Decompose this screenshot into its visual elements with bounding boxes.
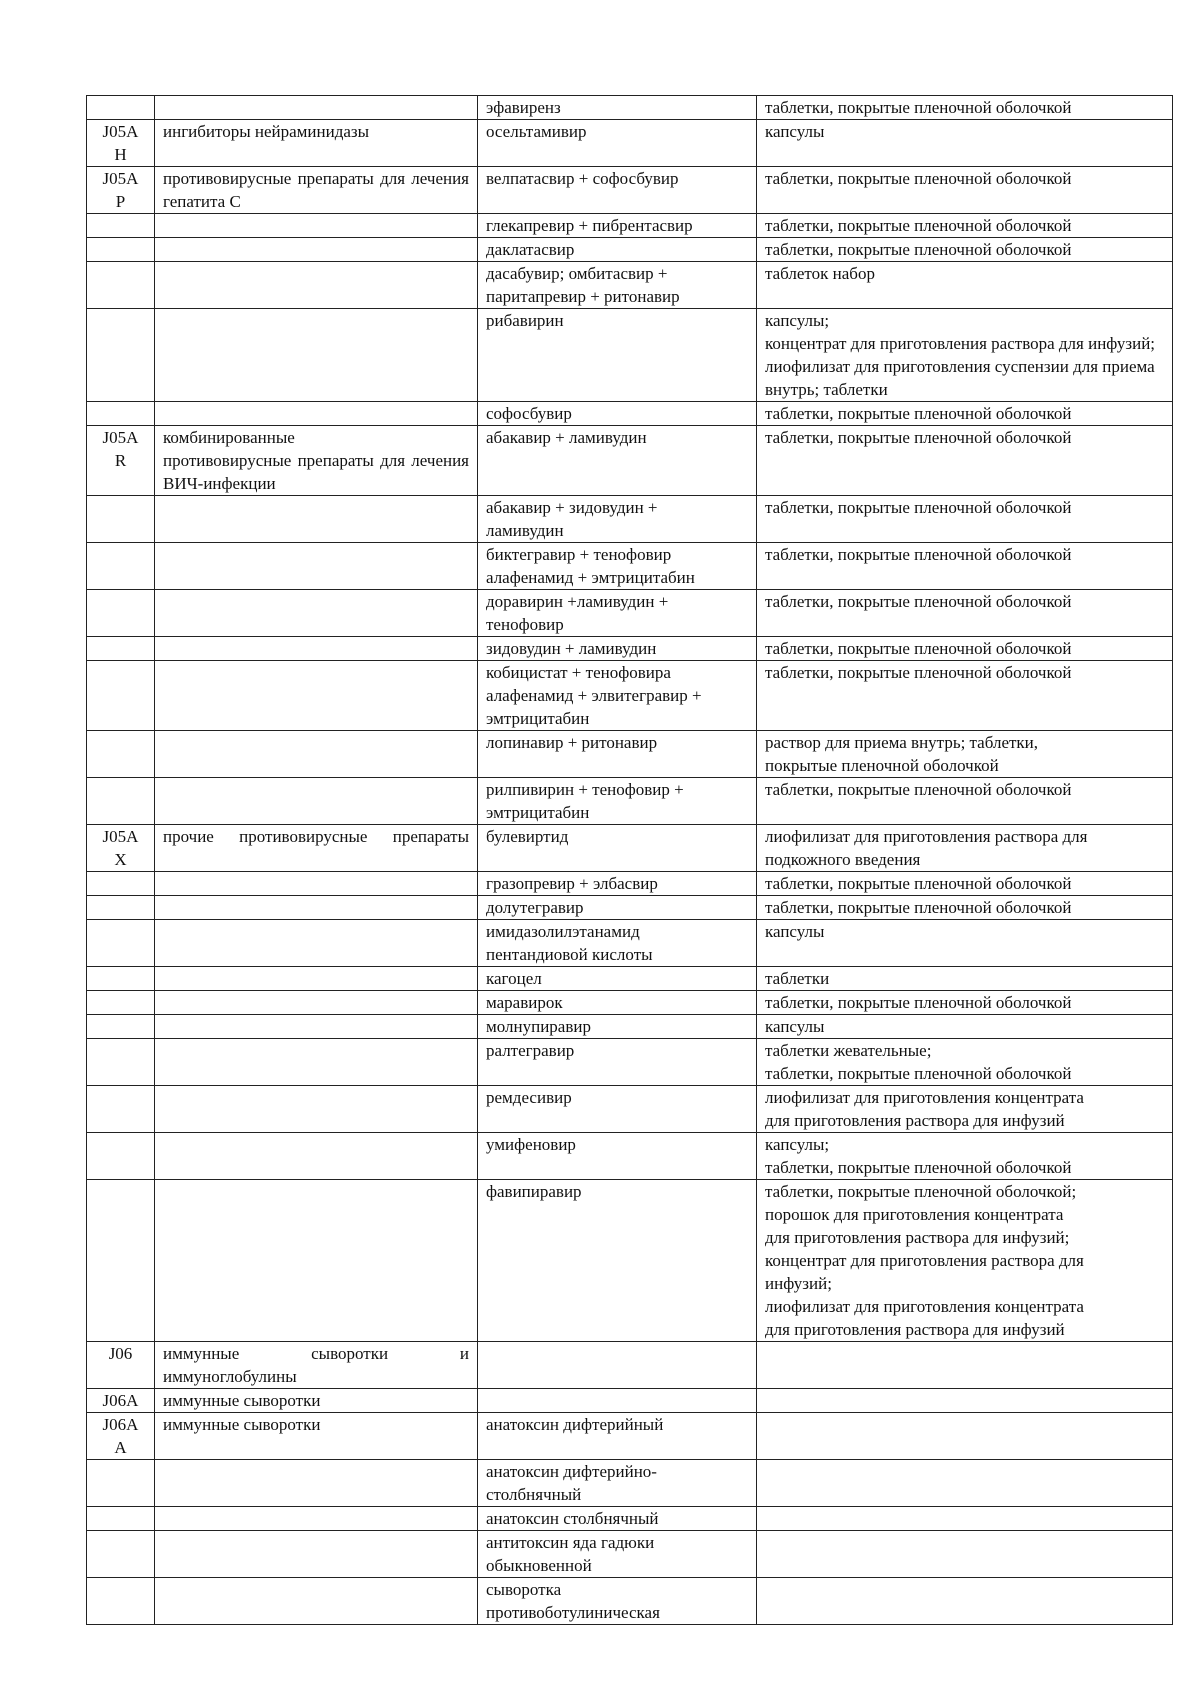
- drug-name-cell: умифеновир: [478, 1133, 757, 1180]
- drug-name-cell: [478, 1342, 757, 1389]
- dosage-form-cell: таблетки, покрытые пленочной оболочкой: [757, 872, 1173, 896]
- table-row: [87, 262, 1173, 309]
- group-name-cell: [155, 96, 478, 120]
- atc-code-cell: [87, 872, 155, 896]
- dosage-form-cell: лиофилизат для приготовления концентрата для приготовления раствора для инфузий: [757, 1086, 1173, 1133]
- atc-code-cell: [87, 238, 155, 262]
- group-name-cell: [155, 661, 478, 731]
- atc-code-cell: [87, 1039, 155, 1086]
- drug-name-cell: антитоксин яда гадюки обыкновенной: [478, 1531, 757, 1578]
- drug-name-cell: лопинавир + ритонавир: [478, 731, 757, 778]
- drug-name-cell: кагоцел: [478, 967, 757, 991]
- drug-name-cell: ремдесивир: [478, 1086, 757, 1133]
- dosage-form-cell: таблеток набор: [757, 262, 1173, 309]
- group-name-cell: иммунные сыворотки: [155, 1389, 478, 1413]
- dosage-form-cell: раствор для приема внутрь; таблетки, покрытые пленочной оболочкой: [757, 731, 1173, 778]
- group-name-cell: [155, 967, 478, 991]
- group-name-cell: прочие противовирусные препараты: [155, 825, 478, 872]
- group-name-cell: [155, 637, 478, 661]
- dosage-form-cell: таблетки, покрытые пленочной оболочкой: [757, 496, 1173, 543]
- atc-code-cell: [87, 1086, 155, 1133]
- atc-code-cell: [87, 1015, 155, 1039]
- drug-name-cell: рилпивирин + тенофовир + эмтрицитабин: [478, 778, 757, 825]
- drug-name-cell: глекапревир + пибрентасвир: [478, 214, 757, 238]
- group-name-cell: [155, 1460, 478, 1507]
- atc-code-cell: J05A R: [87, 426, 155, 496]
- atc-code-cell: J06A A: [87, 1413, 155, 1460]
- dosage-form-cell: [757, 1413, 1173, 1460]
- dosage-form-cell: таблетки, покрытые пленочной оболочкой: [757, 661, 1173, 731]
- table-row: [87, 1133, 1173, 1180]
- atc-code-cell: [87, 731, 155, 778]
- drug-name-cell: молнупиравир: [478, 1015, 757, 1039]
- drug-name-cell: велпатасвир + софосбувир: [478, 167, 757, 214]
- atc-code-cell: J05A P: [87, 167, 155, 214]
- atc-code-cell: [87, 214, 155, 238]
- group-name-cell: [155, 1086, 478, 1133]
- dosage-form-cell: таблетки, покрытые пленочной оболочкой: [757, 543, 1173, 590]
- table-row: [87, 1342, 1173, 1389]
- dosage-form-cell: лиофилизат для приготовления раствора для подкожного введения: [757, 825, 1173, 872]
- dosage-form-cell: капсулы: [757, 120, 1173, 167]
- group-name-cell: [155, 214, 478, 238]
- atc-code-cell: [87, 1133, 155, 1180]
- drug-name-cell: анатоксин дифтерийный: [478, 1413, 757, 1460]
- group-name-cell: [155, 1578, 478, 1625]
- atc-code-cell: [87, 1578, 155, 1625]
- dosage-form-cell: таблетки, покрытые пленочной оболочкой: [757, 238, 1173, 262]
- atc-code-cell: [87, 967, 155, 991]
- table-row: [87, 1531, 1173, 1578]
- group-name-cell: [155, 1015, 478, 1039]
- drug-table: [86, 95, 1173, 1625]
- table-row: [87, 1578, 1173, 1625]
- drug-name-cell: ралтегравир: [478, 1039, 757, 1086]
- group-name-cell: иммунные сыворотки: [155, 1413, 478, 1460]
- table-row: [87, 1039, 1173, 1086]
- table-row: [87, 1086, 1173, 1133]
- table-row: [87, 214, 1173, 238]
- dosage-form-cell: капсулы; таблетки, покрытые пленочной оболочкой: [757, 1133, 1173, 1180]
- table-row: [87, 96, 1173, 120]
- group-name-cell: [155, 731, 478, 778]
- dosage-form-cell: таблетки, покрытые пленочной оболочкой: [757, 590, 1173, 637]
- group-name-cell: иммунные сыворотки и иммуноглобулины: [155, 1342, 478, 1389]
- group-name-cell: [155, 1039, 478, 1086]
- table-row: [87, 1413, 1173, 1460]
- drug-name-cell: софосбувир: [478, 402, 757, 426]
- atc-code-cell: [87, 1507, 155, 1531]
- group-name-cell: [155, 1133, 478, 1180]
- dosage-form-cell: капсулы; концентрат для приготовления раствора для инфузий; лиофилизат для приготовления суспензии для приема внутрь; таблетки: [757, 309, 1173, 402]
- dosage-form-cell: [757, 1507, 1173, 1531]
- drug-name-cell: биктегравир + тенофовир алафенамид + эмтрицитабин: [478, 543, 757, 590]
- group-name-cell: [155, 309, 478, 402]
- drug-name-cell: [478, 1389, 757, 1413]
- atc-code-cell: [87, 496, 155, 543]
- atc-code-cell: [87, 920, 155, 967]
- dosage-form-cell: капсулы: [757, 920, 1173, 967]
- atc-code-cell: [87, 778, 155, 825]
- group-name-cell: [155, 896, 478, 920]
- dosage-form-cell: таблетки, покрытые пленочной оболочкой: [757, 167, 1173, 214]
- group-name-cell: [155, 991, 478, 1015]
- group-name-cell: [155, 262, 478, 309]
- table-row: [87, 1180, 1173, 1342]
- table-row: [87, 543, 1173, 590]
- group-name-cell: [155, 778, 478, 825]
- group-name-cell: [155, 872, 478, 896]
- table-row: [87, 120, 1173, 167]
- dosage-form-cell: [757, 1578, 1173, 1625]
- document-page: [86, 95, 1172, 1625]
- table-row: [87, 1015, 1173, 1039]
- atc-code-cell: [87, 1531, 155, 1578]
- drug-name-cell: маравирок: [478, 991, 757, 1015]
- dosage-form-cell: таблетки жевательные; таблетки, покрытые пленочной оболочкой: [757, 1039, 1173, 1086]
- dosage-form-cell: таблетки, покрытые пленочной оболочкой: [757, 402, 1173, 426]
- group-name-cell: [155, 402, 478, 426]
- table-row: [87, 825, 1173, 872]
- table-row: [87, 731, 1173, 778]
- dosage-form-cell: таблетки, покрытые пленочной оболочкой: [757, 778, 1173, 825]
- dosage-form-cell: таблетки, покрытые пленочной оболочкой: [757, 214, 1173, 238]
- group-name-cell: [155, 238, 478, 262]
- table-row: [87, 496, 1173, 543]
- atc-code-cell: [87, 543, 155, 590]
- drug-name-cell: имидазолилэтанамид пентандиовой кислоты: [478, 920, 757, 967]
- dosage-form-cell: таблетки, покрытые пленочной оболочкой: [757, 637, 1173, 661]
- drug-name-cell: булевиртид: [478, 825, 757, 872]
- group-name-cell: [155, 496, 478, 543]
- drug-name-cell: анатоксин столбнячный: [478, 1507, 757, 1531]
- drug-name-cell: даклатасвир: [478, 238, 757, 262]
- atc-code-cell: [87, 1460, 155, 1507]
- drug-name-cell: рибавирин: [478, 309, 757, 402]
- table-row: [87, 991, 1173, 1015]
- table-row: [87, 1460, 1173, 1507]
- drug-name-cell: абакавир + ламивудин: [478, 426, 757, 496]
- atc-code-cell: J06A: [87, 1389, 155, 1413]
- dosage-form-cell: капсулы: [757, 1015, 1173, 1039]
- atc-code-cell: [87, 309, 155, 402]
- table-row: [87, 1389, 1173, 1413]
- atc-code-cell: [87, 991, 155, 1015]
- table-row: [87, 167, 1173, 214]
- table-row: [87, 637, 1173, 661]
- dosage-form-cell: [757, 1389, 1173, 1413]
- table-row: [87, 872, 1173, 896]
- drug-name-cell: зидовудин + ламивудин: [478, 637, 757, 661]
- table-row: [87, 896, 1173, 920]
- drug-name-cell: гразопревир + элбасвир: [478, 872, 757, 896]
- dosage-form-cell: таблетки, покрытые пленочной оболочкой; порошок для приготовления концентрата для приготовления раствора для инфузий; концентрат для приготовления раствора для инфузий; лиофилизат для приготовления концентрата для приготовления раствора для инфузий: [757, 1180, 1173, 1342]
- drug-name-cell: осельтамивир: [478, 120, 757, 167]
- table-row: [87, 778, 1173, 825]
- group-name-cell: [155, 1531, 478, 1578]
- atc-code-cell: [87, 590, 155, 637]
- dosage-form-cell: [757, 1531, 1173, 1578]
- dosage-form-cell: таблетки: [757, 967, 1173, 991]
- table-row: [87, 920, 1173, 967]
- table-row: [87, 967, 1173, 991]
- dosage-form-cell: таблетки, покрытые пленочной оболочкой: [757, 896, 1173, 920]
- dosage-form-cell: таблетки, покрытые пленочной оболочкой: [757, 426, 1173, 496]
- table-row: [87, 590, 1173, 637]
- drug-name-cell: кобицистат + тенофовира алафенамид + элвитегравир + эмтрицитабин: [478, 661, 757, 731]
- group-name-cell: [155, 920, 478, 967]
- group-name-cell: ингибиторы нейраминидазы: [155, 120, 478, 167]
- group-name-cell: комбинированные противовирусные препараты для лечения ВИЧ-инфекции: [155, 426, 478, 496]
- drug-name-cell: анатоксин дифтерийно- столбнячный: [478, 1460, 757, 1507]
- atc-code-cell: J06: [87, 1342, 155, 1389]
- table-row: [87, 661, 1173, 731]
- drug-name-cell: дасабувир; омбитасвир + паритапревир + ритонавир: [478, 262, 757, 309]
- group-name-cell: [155, 1507, 478, 1531]
- atc-code-cell: [87, 661, 155, 731]
- atc-code-cell: [87, 402, 155, 426]
- group-name-cell: [155, 1180, 478, 1342]
- table-row: [87, 1507, 1173, 1531]
- atc-code-cell: [87, 96, 155, 120]
- atc-code-cell: J05A H: [87, 120, 155, 167]
- table-row: [87, 309, 1173, 402]
- group-name-cell: [155, 590, 478, 637]
- drug-name-cell: эфавиренз: [478, 96, 757, 120]
- group-name-cell: противовирусные препараты для лечения гепатита С: [155, 167, 478, 214]
- drug-table-body: [87, 96, 1173, 1625]
- drug-name-cell: абакавир + зидовудин + ламивудин: [478, 496, 757, 543]
- drug-name-cell: сыворотка противоботулиническая: [478, 1578, 757, 1625]
- dosage-form-cell: таблетки, покрытые пленочной оболочкой: [757, 991, 1173, 1015]
- atc-code-cell: [87, 262, 155, 309]
- table-row: [87, 238, 1173, 262]
- drug-name-cell: доравирин +ламивудин + тенофовир: [478, 590, 757, 637]
- atc-code-cell: [87, 896, 155, 920]
- dosage-form-cell: таблетки, покрытые пленочной оболочкой: [757, 96, 1173, 120]
- drug-name-cell: долутегравир: [478, 896, 757, 920]
- atc-code-cell: [87, 1180, 155, 1342]
- dosage-form-cell: [757, 1342, 1173, 1389]
- dosage-form-cell: [757, 1460, 1173, 1507]
- group-name-cell: [155, 543, 478, 590]
- table-row: [87, 426, 1173, 496]
- drug-name-cell: фавипиравир: [478, 1180, 757, 1342]
- table-row: [87, 402, 1173, 426]
- atc-code-cell: [87, 637, 155, 661]
- atc-code-cell: J05A X: [87, 825, 155, 872]
